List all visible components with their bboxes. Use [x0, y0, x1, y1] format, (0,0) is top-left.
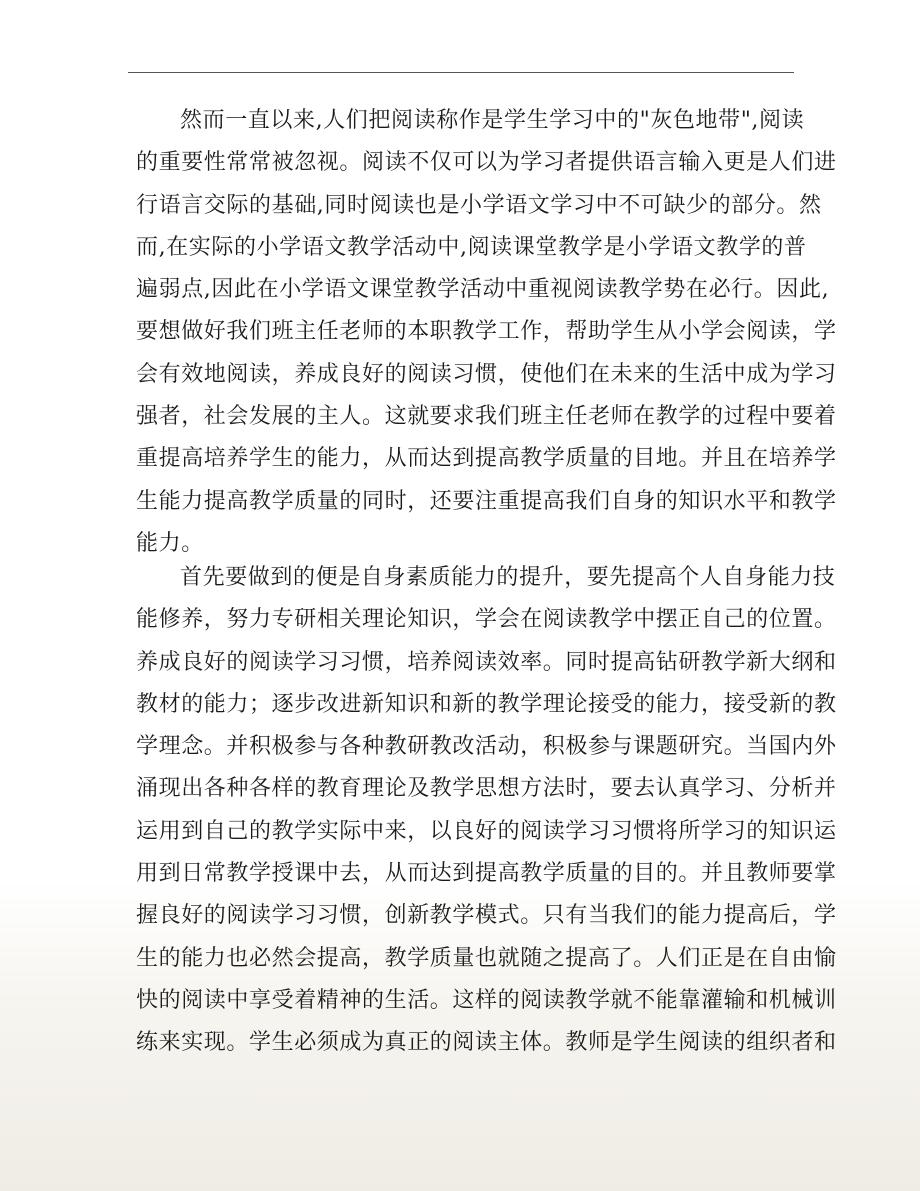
- paragraph-line: 强者，社会发展的主人。这就要求我们班主任老师在教学的过程中要着: [136, 404, 837, 430]
- paragraph-2: [136, 557, 837, 1065]
- paragraph-line: 握良好的阅读学习习惯，创新教学模式。只有当我们的能力提高后，学: [136, 903, 837, 929]
- paragraph-line: 的重要性常常被忽视。阅读不仅可以为学习者提供语言输入更是人们进: [136, 150, 837, 176]
- paragraph-1: [136, 100, 837, 565]
- paragraph-line: 能力。: [136, 530, 204, 556]
- paragraph-line: 用到日常教学授课中去，从而达到提高教学质量的目的。并且教师要掌: [136, 861, 837, 887]
- paragraph-line: 生的能力也必然会提高，教学质量也就随之提高了。人们正是在自由愉: [136, 945, 837, 971]
- paragraph-line: 能修养，努力专研相关理论知识，学会在阅读教学中摆正自己的位置。: [136, 607, 837, 633]
- header-rule: [128, 72, 794, 73]
- paragraph-line: 要想做好我们班主任老师的本职教学工作，帮助学生从小学会阅读，学: [136, 319, 837, 345]
- paragraph-line: 重提高培养学生的能力，从而达到提高教学质量的目地。并且在培养学: [136, 446, 837, 472]
- paragraph-line: 运用到自己的教学实际中来，以良好的阅读学习习惯将所学习的知识运: [136, 818, 837, 844]
- paragraph-line: 教材的能力；逐步改进新知识和新的教学理论接受的能力，接受新的教: [136, 691, 837, 717]
- paragraph-line: 学理念。并积极参与各种教研教改活动，积极参与课题研究。当国内外: [136, 734, 837, 760]
- paragraph-line: 练来实现。学生必须成为真正的阅读主体。教师是学生阅读的组织者和: [136, 1030, 837, 1056]
- paragraph-line: 行语言交际的基础,同时阅读也是小学语文学习中不可缺少的部分。然: [136, 192, 822, 218]
- paragraph-line: 首先要做到的便是自身素质能力的提升，要先提高个人自身能力技: [180, 565, 836, 590]
- paragraph-line: 会有效地阅读，养成良好的阅读习惯，使他们在未来的生活中成为学习: [136, 361, 837, 387]
- paragraph-line: 快的阅读中享受着精神的生活。这样的阅读教学就不能靠灌输和机械训: [136, 987, 837, 1013]
- paragraph-line: 然而一直以来,人们把阅读称作是学生学习中的"灰色地带",阅读: [180, 108, 805, 133]
- paragraph-line: 养成良好的阅读学习习惯，培养阅读效率。同时提高钻研教学新大纲和: [136, 649, 837, 675]
- paragraph-line: 生能力提高教学质量的同时，还要注重提高我们自身的知识水平和教学: [136, 488, 837, 514]
- paragraph-line: 涌现出各种各样的教育理论及教学思想方法时，要去认真学习、分析并: [136, 776, 837, 802]
- paragraph-line: 而,在实际的小学语文教学活动中,阅读课堂教学是小学语文教学的普: [136, 234, 807, 260]
- paragraph-line: 遍弱点,因此在小学语文课堂教学活动中重视阅读教学势在必行。因此,: [136, 277, 830, 303]
